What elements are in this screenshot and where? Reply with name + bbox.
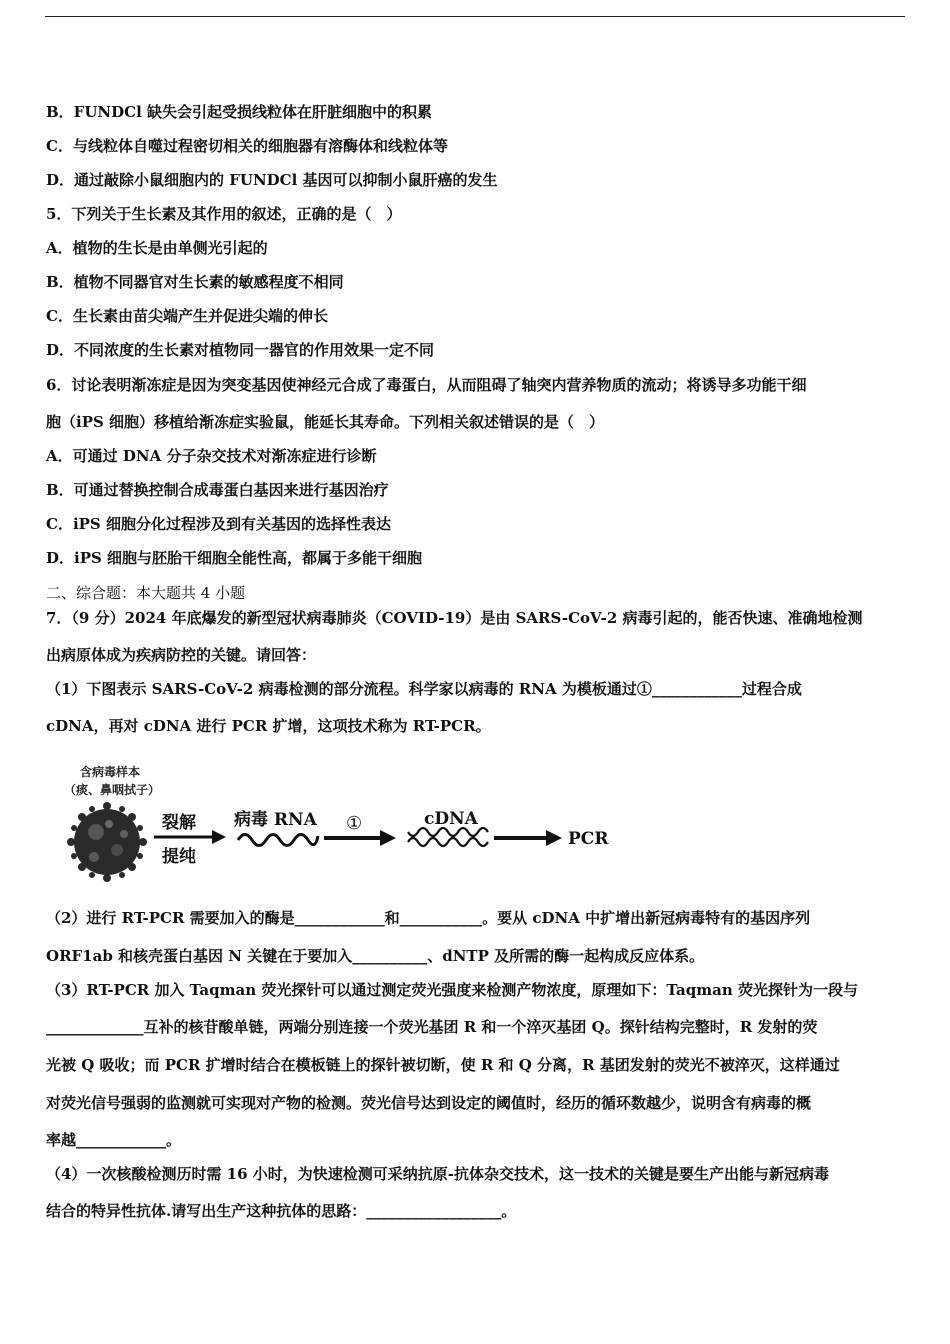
q7-part2-line2: ORF1ab 和核壳蛋白基因 N 关键在于要加入__________、dNTP 及所需的酶一起构成反应体系。 xyxy=(46,947,705,965)
q7-part4-line1: （4）一次核酸检测历时需 16 小时，为快速检测可采纳抗原-抗体杂交技术，这一技术的关键是要生产出能与新冠病毒 xyxy=(46,1165,829,1183)
q6-stem-line1: 6．讨论表明渐冻症是因为突变基因使神经元合成了毒蛋白，从而阻碍了轴突内营养物质的流动；将诱导多功能干细 xyxy=(46,376,807,394)
q5-stem: 5．下列关于生长素及其作用的叙述，正确的是（ ） xyxy=(46,205,402,223)
rt-pcr-flow-diagram xyxy=(62,762,622,888)
q6-option-b: B．可通过替换控制合成毒蛋白基因来进行基因治疗 xyxy=(46,481,389,499)
purify-label: 提纯 xyxy=(162,847,196,867)
q7-part3-line1: （3）RT-PCR 加入 Taqman 荧光探针可以通过测定荧光强度来检测产物浓度，原理如下：Taqman 荧光探针为一段与 xyxy=(46,981,858,999)
q4-option-d: D．通过敲除小鼠细胞内的 FUNDCl 基因可以抑制小鼠肝癌的发生 xyxy=(46,171,498,189)
q7-part2-line1: （2）进行 RT-PCR 需要加入的酶是____________和___________。要从 cDNA 中扩增出新冠病毒特有的基因序列 xyxy=(46,909,811,927)
virus-sample-icon xyxy=(67,802,147,882)
rna-strand-icon xyxy=(238,835,318,846)
q6-option-a: A．可通过 DNA 分子杂交技术对渐冻症进行诊断 xyxy=(46,447,377,465)
top-rule xyxy=(45,16,905,17)
process-marker: ① xyxy=(346,813,363,834)
q7-part3-line3: 光被 Q 吸收；而 PCR 扩增时结合在模板链上的探针被切断，使 R 和 Q 分离，R 基团发射的荧光不被淬灭，这样通过 xyxy=(46,1056,840,1074)
section-heading: 二、综合题：本大题共 4 小题 xyxy=(46,584,246,602)
q7-stem-line2: 出病原体成为疾病防控的关键。请回答： xyxy=(46,646,317,664)
q5-option-c: C．生长素由苗尖端产生并促进尖端的伸长 xyxy=(46,307,328,325)
q6-option-d: D．iPS 细胞与胚胎干细胞全能性高，都属于多能干细胞 xyxy=(46,549,423,567)
q6-stem-line2: 胞（iPS 细胞）移植给渐冻症实验鼠，能延长其寿命。下列相关叙述错误的是（ ） xyxy=(46,413,605,431)
q7-part1-line2: cDNA，再对 cDNA 进行 PCR 扩增，这项技术称为 RT-PCR。 xyxy=(46,717,491,735)
viral-rna-label: 病毒 RNA xyxy=(234,810,317,830)
q5-option-b: B．植物不同器官对生长素的敏感程度不相同 xyxy=(46,273,344,291)
q7-part3-line2: _____________互补的核苷酸单链，两端分别连接一个荧光基团 R 和一个淬灭基团 Q。探针结构完整时，R 发射的荧 xyxy=(46,1018,818,1036)
pcr-arrow xyxy=(494,830,562,846)
sample-label-1: 含病毒样本 xyxy=(80,765,141,779)
q7-part3-line5: 率越____________。 xyxy=(46,1131,182,1149)
q6-option-c: C．iPS 细胞分化过程涉及到有关基因的选择性表达 xyxy=(46,515,391,533)
q4-option-b: B．FUNDCl 缺失会引起受损线粒体在肝脏细胞中的积累 xyxy=(46,103,432,121)
cdna-label: cDNA xyxy=(424,809,478,829)
q7-part4-line2: 结合的特异性抗体.请写出生产这种抗体的思路：__________________。 xyxy=(46,1202,517,1220)
q7-part1-line1: （1）下图表示 SARS-CoV-2 病毒检测的部分流程。科学家以病毒的 RNA 为模板通过①____________过程合成 xyxy=(46,680,802,698)
q4-option-c: C．与线粒体自噬过程密切相关的细胞器有溶酶体和线粒体等 xyxy=(46,137,448,155)
q5-option-a: A．植物的生长是由单侧光引起的 xyxy=(46,239,268,257)
lysis-label: 裂解 xyxy=(162,813,196,833)
cdna-double-helix-icon xyxy=(408,828,488,846)
q7-part3-line4: 对荧光信号强弱的监测就可实现对产物的检测。荧光信号达到设定的阈值时，经历的循环数越少，说明含有病毒的概 xyxy=(46,1094,812,1112)
pcr-label: PCR xyxy=(568,829,609,849)
sample-label-2: （痰、鼻咽拭子） xyxy=(64,783,161,797)
q7-stem-line1: 7．（9 分）2024 年底爆发的新型冠状病毒肺炎（COVID-19）是由 SARS-CoV-2 病毒引起的，能否快速、准确地检测 xyxy=(46,609,863,627)
q5-option-d: D．不同浓度的生长素对植物同一器官的作用效果一定不同 xyxy=(46,341,435,359)
